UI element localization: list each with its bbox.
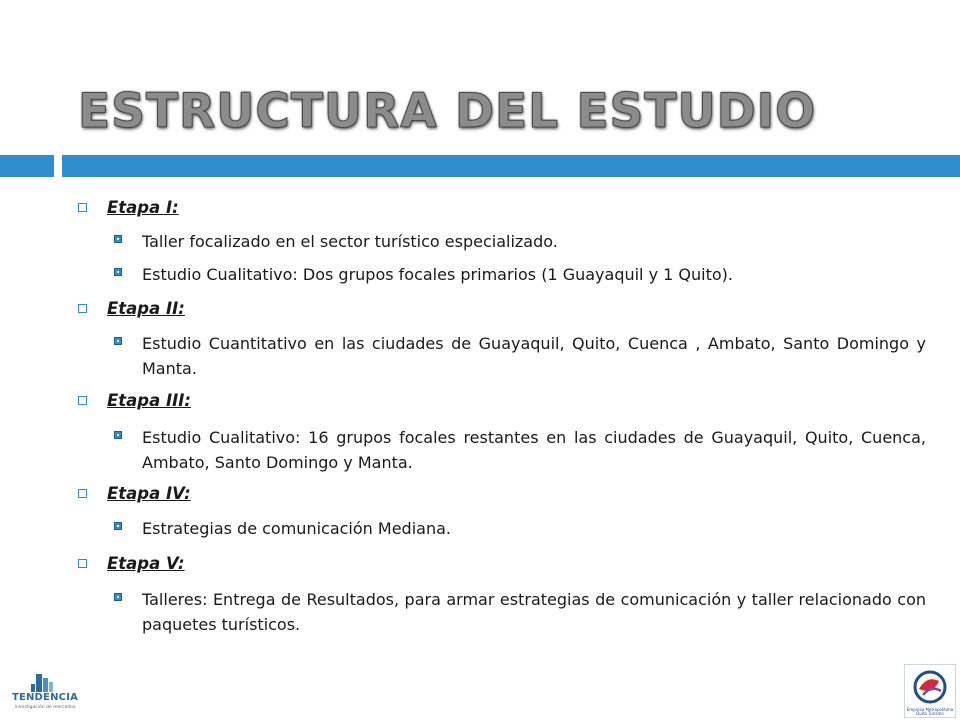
stage-1 (78, 198, 179, 217)
quito-turismo-logo (904, 664, 956, 718)
slide-title: ESTRUCTURA DEL ESTUDIO (78, 84, 817, 139)
stage-label: Etapa II: (107, 299, 185, 318)
list-item (114, 587, 926, 637)
list-item-text: Estudio Cualitativo: Dos grupos focales primarios (1 Guayaquil y 1 Quito). (142, 265, 733, 284)
stage-5 (78, 554, 185, 573)
square-bullet-icon (114, 522, 122, 530)
hollow-square-bullet-icon (78, 559, 87, 568)
logo-tagline: investigación de mercados (14, 705, 76, 710)
hollow-square-bullet-icon (78, 304, 87, 313)
square-bullet-icon (114, 337, 122, 345)
stage-3 (78, 391, 191, 410)
list-item-text: Estrategias de comunicación Mediana. (142, 519, 451, 538)
list-item-text: Taller focalizado en el sector turístico especializado. (142, 232, 558, 251)
list-item (114, 516, 926, 541)
stage-label: Etapa V: (107, 554, 185, 573)
hollow-square-bullet-icon (78, 396, 87, 405)
square-bullet-icon (114, 235, 122, 243)
logo-caption: Empresa Metropolitana Quito Turismo (906, 707, 954, 716)
square-bullet-icon (114, 593, 122, 601)
logo-wordmark: TENDENCIA (11, 692, 79, 703)
stage-label: Etapa III: (107, 391, 191, 410)
list-item-text: Talleres: Entrega de Resultados, para armar estrategias de comunicación y taller relacionado con paquetes turísticos. (142, 590, 926, 634)
list-item (114, 331, 926, 381)
hollow-square-bullet-icon (78, 203, 87, 212)
hollow-square-bullet-icon (78, 489, 87, 498)
stage-label: Etapa IV: (107, 484, 191, 503)
list-item (114, 229, 926, 254)
list-item-text: Estudio Cualitativo: 16 grupos focales restantes en las ciudades de Guayaquil, Quito, Cuenca, Ambato, Santo Domingo y Manta. (142, 428, 926, 472)
building-icon (4, 672, 86, 694)
list-item-text: Estudio Cuantitativo en las ciudades de Guayaquil, Quito, Cuenca , Ambato, Santo Domingo y Manta. (142, 334, 926, 378)
stage-label: Etapa I: (107, 198, 179, 217)
list-item (114, 425, 926, 475)
square-bullet-icon (114, 268, 122, 276)
square-bullet-icon (114, 431, 122, 439)
stage-4 (78, 484, 191, 503)
stage-2 (78, 299, 185, 318)
quito-turismo-emblem-icon (905, 665, 955, 709)
tendencia-logo (4, 672, 86, 718)
list-item (114, 262, 926, 287)
